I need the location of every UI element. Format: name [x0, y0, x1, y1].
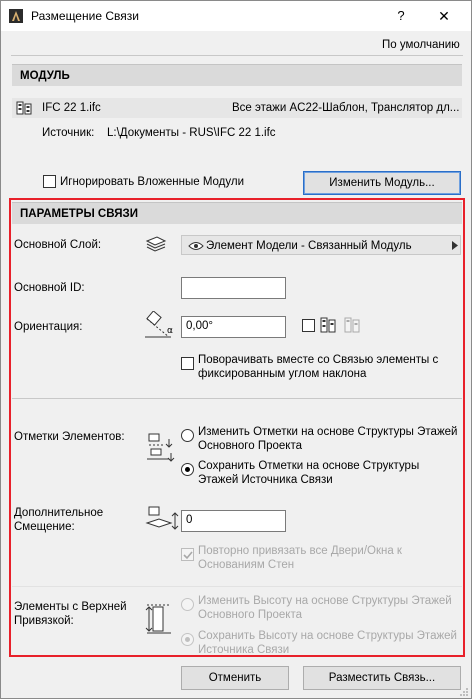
- chevron-right-icon: [452, 241, 458, 250]
- change-module-button[interactable]: Изменить Модуль...: [303, 171, 461, 195]
- divider: [12, 398, 462, 399]
- module-name: IFC 22 1.ifc: [42, 102, 101, 114]
- top-source-radio[interactable]: [181, 633, 194, 646]
- base-layer-label: Основной Слой:: [14, 239, 102, 251]
- svg-text:α: α: [167, 326, 173, 336]
- defaults-link[interactable]: По умолчанию: [382, 39, 460, 51]
- module-row[interactable]: [12, 98, 462, 118]
- cancel-button[interactable]: Отменить: [181, 666, 289, 690]
- additional-offset-input[interactable]: 0: [181, 510, 286, 532]
- rotate-with-link-checkbox[interactable]: [181, 357, 194, 370]
- eye-icon: [188, 241, 204, 251]
- resize-grip-icon[interactable]: [459, 687, 469, 697]
- offset-icon: [145, 505, 179, 531]
- elevation-source-radio[interactable]: [181, 463, 194, 476]
- top-host-label: Изменить Высоту на основе Структуры Этажей Основного Проекта: [198, 595, 452, 621]
- module-description: Все этажи AC22-Шаблон, Транслятор дл...: [232, 102, 460, 114]
- elevation-host-label: Изменить Отметки на основе Структуры Этажей Основного Проекта: [198, 426, 458, 452]
- params-section-header: ПАРАМЕТРЫ СВЯЗИ: [12, 202, 462, 224]
- divider: [12, 586, 462, 587]
- base-id-label: Основной ID:: [14, 282, 85, 294]
- place-link-button[interactable]: Разместить Связь...: [303, 666, 461, 690]
- base-id-input[interactable]: [181, 277, 286, 299]
- base-layer-dropdown[interactable]: [181, 235, 461, 255]
- close-button[interactable]: ✕: [438, 8, 450, 24]
- window-title: Размещение Связи: [31, 9, 139, 23]
- orientation-lock-checkbox[interactable]: [302, 319, 315, 332]
- top-linked-icon: [145, 601, 175, 637]
- elevation-source-label: Сохранить Отметки на основе Структуры Этажей Источника Связи: [198, 460, 420, 486]
- ignore-nested-checkbox[interactable]: [43, 175, 56, 188]
- top-linked-label: Элементы с Верхней Привязкой:: [14, 601, 127, 627]
- base-layer-value: Элемент Модели - Связанный Модуль: [206, 240, 412, 252]
- additional-offset-label: Дополнительное Смещение:: [14, 507, 104, 533]
- rotate-modules-icon: [319, 314, 367, 336]
- archicad-app-icon: [9, 9, 23, 23]
- reattach-label: Повторно привязать все Двери/Окна к Основаниям Стен: [198, 545, 402, 571]
- elevation-host-radio[interactable]: [181, 429, 194, 442]
- help-button[interactable]: ?: [397, 8, 405, 23]
- rotate-with-link-label: Поворачивать вместе со Связью элементы с фиксированным углом наклона: [198, 354, 439, 380]
- checkmark-icon: [183, 550, 193, 560]
- layer-icon: [145, 235, 167, 253]
- orientation-input[interactable]: 0,00°: [181, 316, 286, 338]
- module-section-header: МОДУЛЬ: [12, 64, 462, 86]
- source-label: Источник:: [42, 127, 95, 139]
- top-source-label: Сохранить Высоту на основе Структуры Этажей Источника Связи: [198, 630, 457, 656]
- orientation-label: Ориентация:: [14, 321, 83, 333]
- ignore-nested-label: Игнорировать Вложенные Модули: [60, 176, 245, 188]
- source-path: L:\Документы - RUS\IFC 22 1.ifc: [107, 127, 276, 139]
- reattach-checkbox[interactable]: [181, 548, 194, 561]
- module-file-icon: [16, 100, 32, 116]
- story-elevation-icon: [145, 431, 179, 465]
- top-host-radio[interactable]: [181, 598, 194, 611]
- element-elevations-label: Отметки Элементов:: [14, 431, 125, 443]
- title-bar: [1, 1, 471, 31]
- divider: [11, 55, 463, 56]
- orientation-angle-icon: [143, 311, 177, 341]
